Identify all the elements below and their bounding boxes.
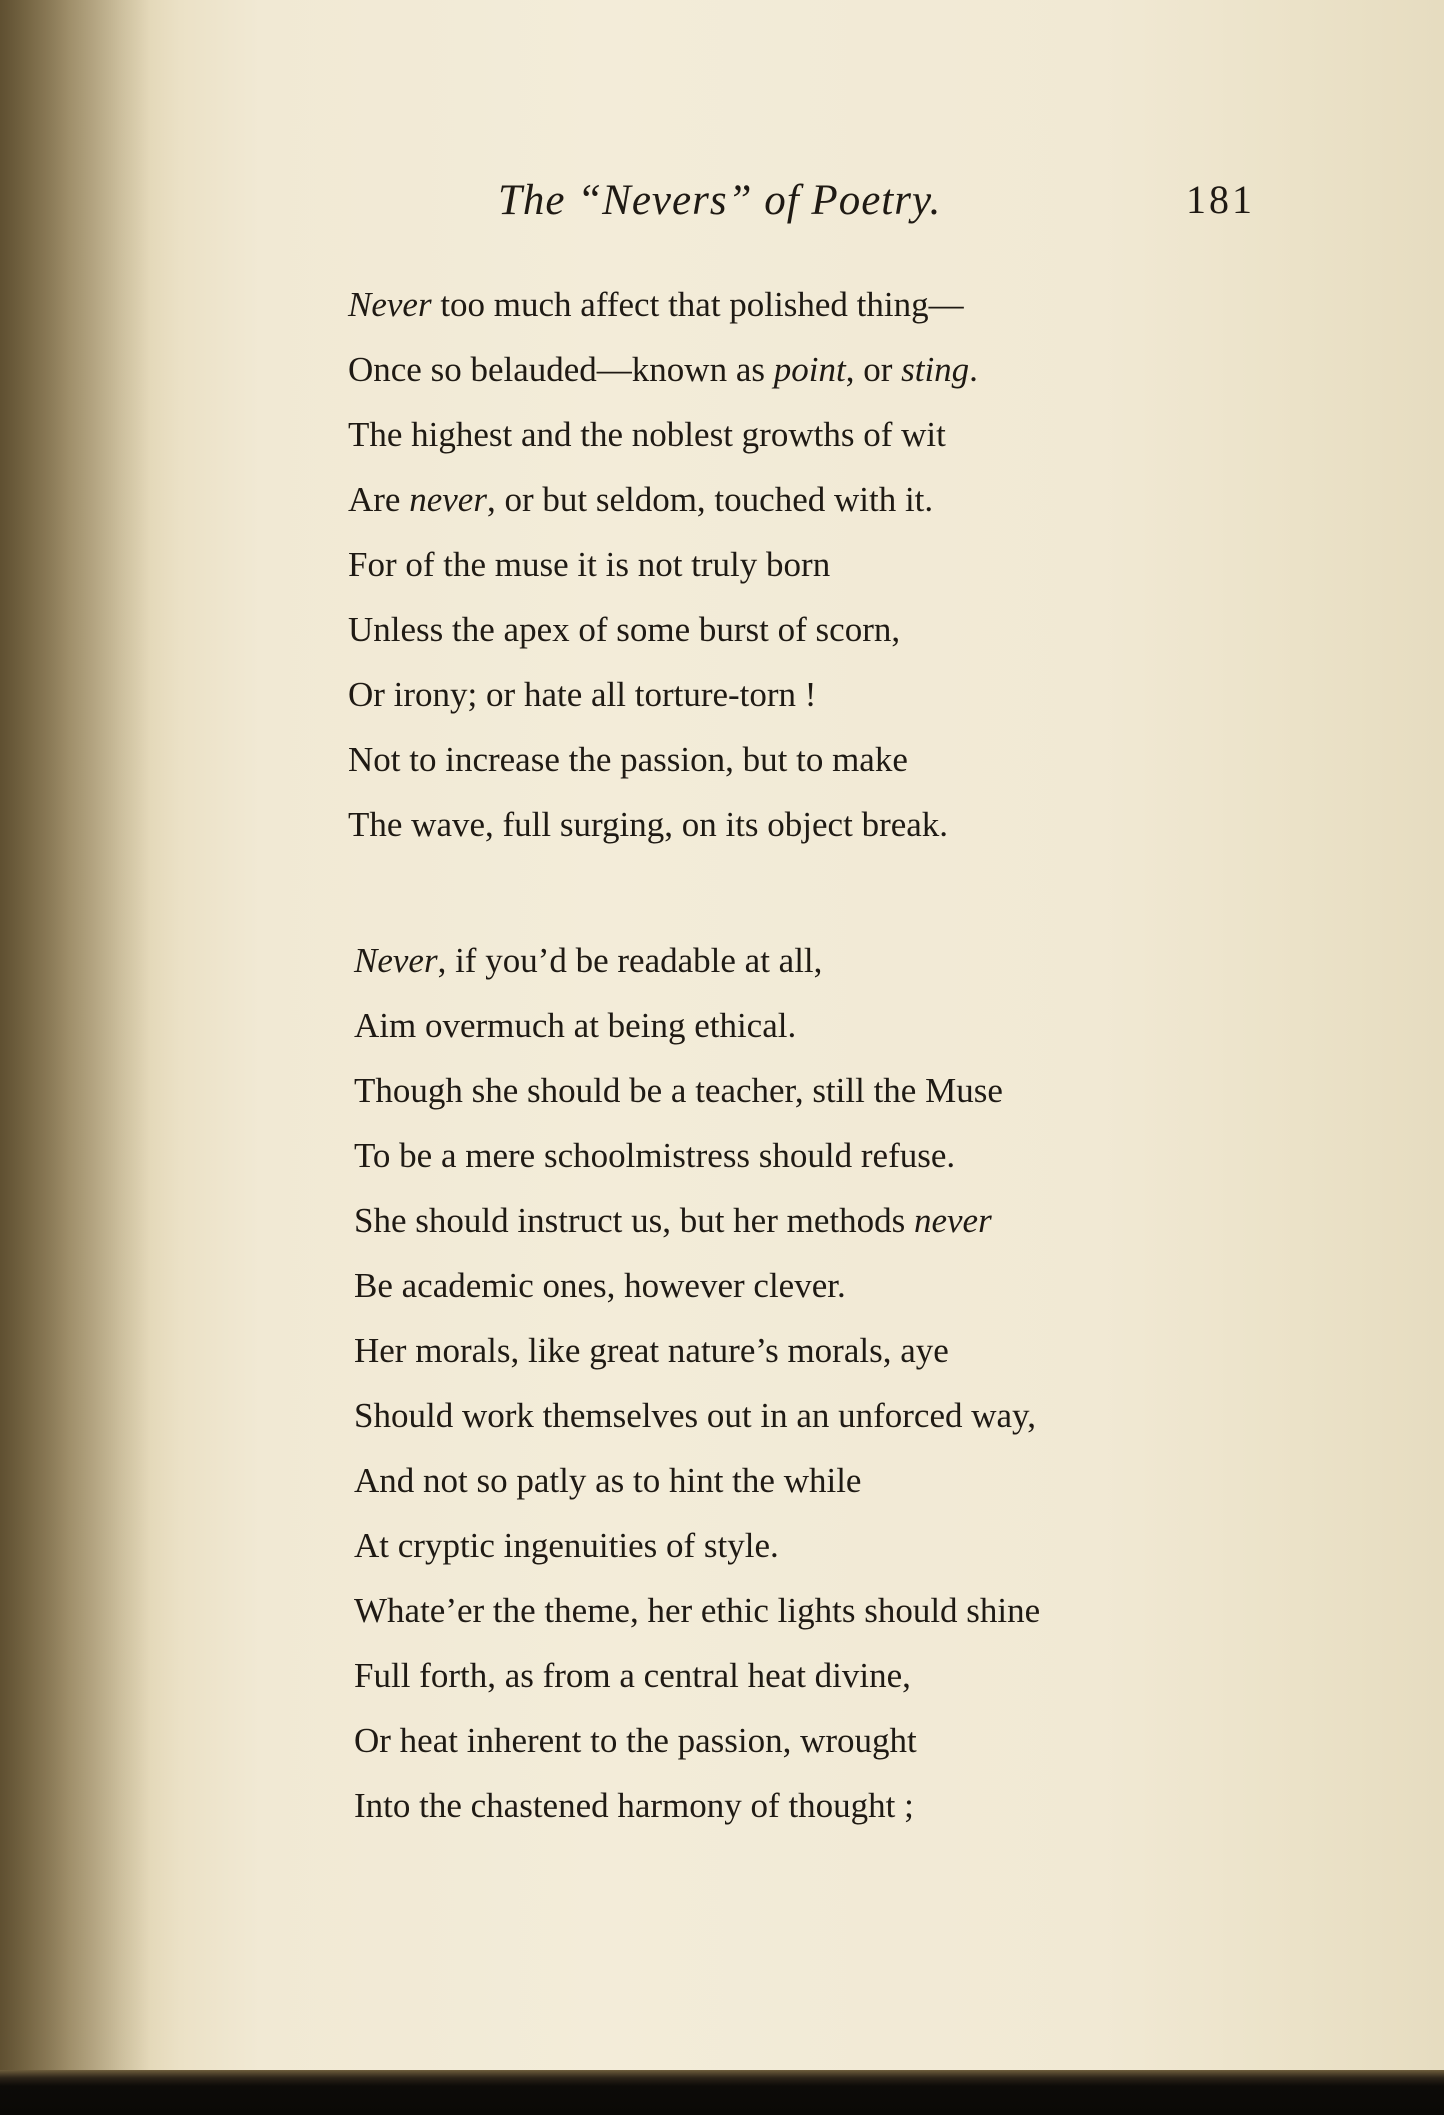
poem-line	[348, 272, 978, 337]
line-text: Whate’er the theme, her ethic lights should shine	[354, 1591, 1041, 1630]
line-text: Though she should be a teacher, still the Muse	[354, 1071, 1003, 1110]
italic-word: never	[409, 480, 487, 519]
poem-line	[354, 1578, 1040, 1643]
line-text: , or	[845, 350, 902, 389]
line-text: too much affect that polished thing—	[431, 285, 964, 324]
poem-line	[354, 993, 1040, 1058]
italic-word: Never	[348, 285, 432, 324]
line-text: Unless the apex of some burst of scorn,	[348, 610, 901, 649]
line-text: Full forth, as from a central heat divine,	[354, 1656, 911, 1695]
line-text: Should work themselves out in an unforced way,	[354, 1396, 1037, 1435]
poem-line	[354, 1513, 1040, 1578]
line-text: Or irony; or hate all torture-torn !	[348, 675, 817, 714]
italic-word: point	[773, 350, 846, 389]
line-text: Be academic ones, however clever.	[354, 1266, 846, 1305]
line-text: And not so patly as to hint the while	[354, 1461, 862, 1500]
italic-word: sting	[901, 350, 970, 389]
poem-line	[348, 727, 978, 792]
line-text: She should instruct us, but her methods	[354, 1201, 914, 1240]
poem-line	[354, 1188, 1040, 1253]
line-text: Or heat inherent to the passion, wrought	[354, 1721, 917, 1760]
line-text: Not to increase the passion, but to make	[348, 740, 908, 779]
page-number: 181	[1186, 177, 1255, 222]
poem-line	[354, 928, 1040, 993]
poem-line	[354, 1448, 1040, 1513]
line-text: .	[969, 350, 978, 389]
page-bottom-edge	[0, 2070, 1444, 2115]
stanza-1	[348, 272, 978, 857]
line-text: To be a mere schoolmistress should refuse.	[354, 1136, 956, 1175]
stanza-2	[354, 928, 1040, 1838]
line-text: At cryptic ingenuities of style.	[354, 1526, 779, 1565]
poem-line	[354, 1643, 1040, 1708]
line-text: , or but seldom, touched with it.	[486, 480, 934, 519]
line-text: Into the chastened harmony of thought ;	[354, 1786, 914, 1825]
line-text: The wave, full surging, on its object break.	[348, 805, 949, 844]
line-text: The highest and the noblest growths of wit	[348, 415, 946, 454]
running-head	[0, 176, 1444, 226]
poem-line	[354, 1253, 1040, 1318]
poem-line	[354, 1383, 1040, 1448]
poem-line	[348, 337, 978, 402]
line-text: Aim overmuch at being ethical.	[354, 1006, 797, 1045]
line-text: Her morals, like great nature’s morals, aye	[354, 1331, 949, 1370]
italic-word: Never	[354, 941, 438, 980]
poem-line	[348, 532, 978, 597]
italic-word: never	[913, 1201, 992, 1240]
gutter-shadow	[0, 0, 150, 2115]
line-text: For of the muse it is not truly born	[348, 545, 831, 584]
poem-line	[354, 1123, 1040, 1188]
poem-line	[348, 662, 978, 727]
poem-line	[348, 467, 978, 532]
poem-line	[348, 792, 978, 857]
line-text: Once so belauded—known as	[348, 350, 774, 389]
line-text: , if you’d be readable at all,	[437, 941, 823, 980]
line-text: Are	[348, 480, 410, 519]
poem-line	[354, 1773, 1040, 1838]
poem-line	[354, 1318, 1040, 1383]
poem-line	[348, 402, 978, 467]
poem-line	[354, 1058, 1040, 1123]
poem-line	[348, 597, 978, 662]
poem-line	[354, 1708, 1040, 1773]
page-title: The “Nevers” of Poetry.	[498, 177, 942, 224]
